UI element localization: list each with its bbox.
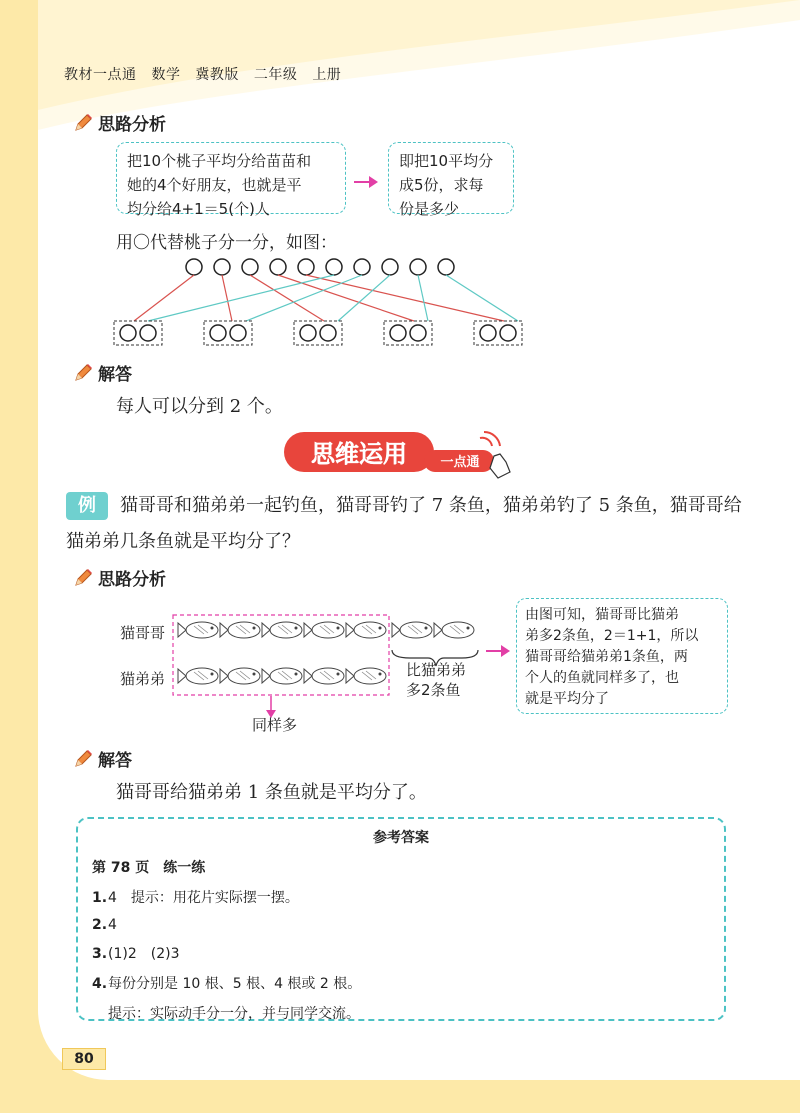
reference-item: 4.每份分别是 10 根、5 根、4 根或 2 根。 xyxy=(92,976,362,992)
arrow-right-icon xyxy=(354,181,376,183)
pencil-icon xyxy=(72,362,94,384)
brace-label: 比猫弟弟 多2条鱼 xyxy=(406,661,467,699)
banner-main: 思维运用 xyxy=(311,440,407,468)
pencil-icon xyxy=(72,112,94,134)
reference-item: 3.(1)2 (2)3 xyxy=(92,946,180,962)
peach-division-diagram xyxy=(110,255,550,355)
header-subject: 数学 xyxy=(151,67,181,83)
thinking-banner xyxy=(284,428,524,484)
same-amount-label: 同样多 xyxy=(252,716,298,734)
banner-sub: 一点通 xyxy=(440,455,480,470)
reference-item: 1.4 提示：用花片实际摆一摆。 xyxy=(92,890,299,906)
header-term: 上册 xyxy=(312,67,342,83)
analysis-box-right: 即把10平均分 成5份，求每 份是多少 xyxy=(388,142,514,214)
pencil-icon xyxy=(72,567,94,589)
arrow-right-icon xyxy=(486,650,508,652)
reference-answers-box xyxy=(76,817,726,1021)
example-text: 猫哥哥和猫弟弟一起钓鱼，猫哥哥钓了 7 条鱼，猫弟弟钓了 5 条鱼，猫哥哥给猫弟弟几条鱼就是平均分了？ xyxy=(66,495,742,552)
answer1-heading: 解答 xyxy=(72,360,132,385)
pencil-icon xyxy=(72,748,94,770)
analysis-box-left: 把10个桃子平均分给苗苗和 她的4个好朋友，也就是平 均分给4+1＝5(个)人 xyxy=(116,142,346,214)
page-header xyxy=(64,64,351,84)
reference-item: 2.4 xyxy=(92,917,117,933)
reference-note: 提示：实际动手分一分，并与同学交流。 xyxy=(108,1006,360,1022)
header-grade: 二年级 xyxy=(253,67,298,83)
example-tag: 例 xyxy=(66,492,108,520)
answer2-text: 猫哥哥给猫弟弟 1 条鱼就是平均分了。 xyxy=(116,782,427,803)
analysis-box-fish: 由图可知，猫哥哥比猫弟 弟多2条鱼，2＝1+1，所以 猫哥哥给猫弟弟1条鱼，两 个人的鱼就同样多了，也 就是平均分了 xyxy=(516,598,728,714)
reference-title: 参考答案 xyxy=(373,830,429,846)
example-problem xyxy=(66,488,746,560)
answer2-heading: 解答 xyxy=(72,746,132,771)
reference-subtitle: 第 78 页 练一练 xyxy=(92,860,206,876)
header-edition: 冀教版 xyxy=(195,67,239,83)
header-book: 教材一点通 xyxy=(64,67,137,83)
answer1-text: 每人可以分到 2 个。 xyxy=(116,396,283,417)
section1-heading: 思路分析 xyxy=(72,110,166,135)
page-number: 80 xyxy=(62,1048,106,1070)
diagram-caption: 用〇代替桃子分一分，如图： xyxy=(116,233,337,253)
row-label-older-cat: 猫哥哥 xyxy=(120,624,166,642)
row-label-younger-cat: 猫弟弟 xyxy=(120,670,166,688)
section2-heading: 思路分析 xyxy=(72,565,166,590)
